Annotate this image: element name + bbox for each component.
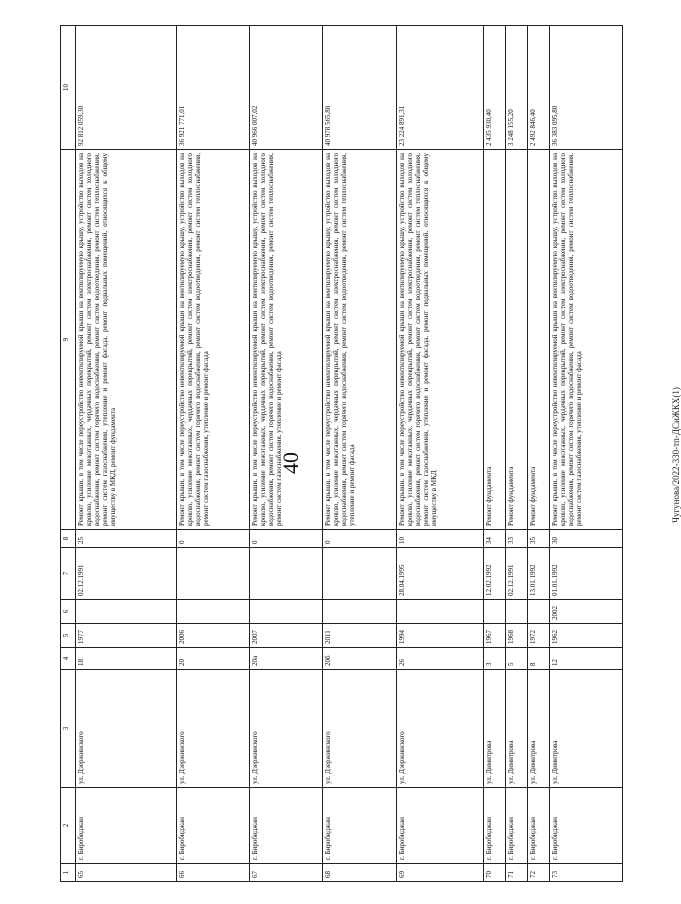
col-header-2: 2 bbox=[61, 788, 76, 864]
works-cell: Ремонт крыши, в том числе переустройство невентилируемой крыши на вентилируемую крышу, устройство выходов на кровлю, усиление межэтажных, чердачных перекрытий, ремонт систем электроснабжения, ремонт систем холодного водоснабжения, ремонт систем горячего водоснабжения, ремонт систем водоотведения, ремонт систем теплоснабжения, ремонт систем газоснабжения, утепление и ремонт фасада bbox=[176, 150, 249, 530]
year-cell: 2011 bbox=[323, 624, 396, 648]
house-cell: 5 bbox=[505, 648, 527, 670]
row-number: 65 bbox=[76, 864, 177, 882]
col-header-1: 1 bbox=[61, 864, 76, 882]
row-number: 72 bbox=[527, 864, 549, 882]
year-cell: 2007 bbox=[249, 624, 322, 648]
date-cell: 02.12.1991 bbox=[76, 548, 177, 600]
street-cell: ул. Димитрова bbox=[549, 670, 622, 788]
city-cell: г. Биробиджан bbox=[484, 788, 506, 864]
house-cell: 20б bbox=[323, 648, 396, 670]
cost-cell: 40 966 007,02 bbox=[249, 26, 322, 150]
year-cell: 1972 bbox=[527, 624, 549, 648]
cost-cell: 92 812 059,30 bbox=[76, 26, 177, 150]
col6-cell bbox=[176, 600, 249, 624]
year-cell: 1977 bbox=[76, 624, 177, 648]
percent-cell: 34 bbox=[484, 530, 506, 548]
table-row bbox=[176, 26, 249, 882]
house-cell: 26 bbox=[396, 648, 484, 670]
col-header-3: 3 bbox=[61, 670, 76, 788]
table-row bbox=[484, 26, 506, 882]
cost-cell: 2 435 930,40 bbox=[484, 26, 506, 150]
city-cell: г. Биробиджан bbox=[549, 788, 622, 864]
row-number: 67 bbox=[249, 864, 322, 882]
house-cell: 12 bbox=[549, 648, 622, 670]
house-cell: 3 bbox=[484, 648, 506, 670]
row-number: 73 bbox=[549, 864, 622, 882]
row-number: 66 bbox=[176, 864, 249, 882]
percent-cell: 33 bbox=[505, 530, 527, 548]
year-cell: 2006 bbox=[176, 624, 249, 648]
col6-cell bbox=[76, 600, 177, 624]
works-cell: Ремонт фундамента bbox=[527, 150, 549, 530]
city-cell: г. Биробиджан bbox=[527, 788, 549, 864]
city-cell: г. Биробиджан bbox=[249, 788, 322, 864]
city-cell: г. Биробиджан bbox=[176, 788, 249, 864]
table-row bbox=[323, 26, 396, 882]
col6-cell bbox=[396, 600, 484, 624]
street-cell: ул. Дзержинского bbox=[176, 670, 249, 788]
col6-cell bbox=[323, 600, 396, 624]
street-cell: ул. Дзержинского bbox=[396, 670, 484, 788]
cost-cell: 23 224 891,31 bbox=[396, 26, 484, 150]
percent-cell: 35 bbox=[527, 530, 549, 548]
works-cell: Ремонт крыши, в том числе переустройство невентилируемой крыши на вентилируемую крышу, устройство выходов на кровлю, усиление межэтажных, чердачных перекрытий, ремонт систем электроснабжения, ремонт систем холодного водоснабжения, ремонт систем горячего водоснабжения, ремонт систем водоотведения, ремонт систем теплоснабжения, ремонт систем газоснабжения, утепление и ремонт фасада bbox=[249, 150, 322, 530]
year-cell: 1967 bbox=[484, 624, 506, 648]
house-cell: 8 bbox=[527, 648, 549, 670]
row-number: 69 bbox=[396, 864, 484, 882]
street-cell: ул. Дзержинского bbox=[249, 670, 322, 788]
col-header-9: 9 bbox=[61, 150, 76, 530]
page-number: 40 bbox=[278, 452, 303, 474]
col6-cell bbox=[484, 600, 506, 624]
house-cell: 20а bbox=[249, 648, 322, 670]
col6-cell bbox=[249, 600, 322, 624]
table-row bbox=[249, 26, 322, 882]
col-header-7: 7 bbox=[61, 548, 76, 600]
row-number: 70 bbox=[484, 864, 506, 882]
city-cell: г. Биробиджан bbox=[396, 788, 484, 864]
date-cell bbox=[176, 548, 249, 600]
percent-cell: 30 bbox=[549, 530, 622, 548]
col-header-8: 8 bbox=[61, 530, 76, 548]
header-row bbox=[61, 26, 76, 882]
works-cell: Ремонт крыши, в том числе переустройство невентилируемой крыши на вентилируемую крышу, устройство выходов на кровлю, усиление межэтажных, чердачных перекрытий, ремонт систем электроснабжения, ремонт систем холодного водоснабжения, ремонт систем горячего водоснабжения, ремонт систем водоотведения, ремонт систем теплоснабжения, утепление и ремонт фасада bbox=[323, 150, 396, 530]
col-header-10: 10 bbox=[61, 26, 76, 150]
city-cell: г. Биробиджан bbox=[505, 788, 527, 864]
works-cell: Ремонт крыши, в том числе переустройство невентилируемой крыши на вентилируемую крышу, устройство выходов на кровлю, усиление межэтажных, чердачных перекрытий, ремонт систем электроснабжения, ремонт систем холодного водоснабжения, ремонт систем горячего водоснабжения, ремонт систем водоотведения, ремонт систем теплоснабжения, ремонт систем газоснабжения, утепление и ремонт фасада, ремонт подвальных помещений, относящихся к общему имуществу в МКД bbox=[396, 150, 484, 530]
percent-cell: 10 bbox=[396, 530, 484, 548]
table-row bbox=[549, 26, 622, 882]
col6-cell: 2002 bbox=[549, 600, 622, 624]
works-cell: Ремонт крыши, в том числе переустройство невентилируемой крыши на вентилируемую крышу, устройство выходов на кровлю, усиление межэтажных, чердачных перекрытий, ремонт систем электроснабжения, ремонт систем холодного водоснабжения, ремонт систем горячего водоснабжения, ремонт систем водоотведения, ремонт систем теплоснабжения, ремонт систем газоснабжения, утепление и ремонт фасада, ремонт подвальных помещений, относящихся к общему имуществу в МКД, ремонт фундамента bbox=[76, 150, 177, 530]
date-cell: 12.02.1992 bbox=[484, 548, 506, 600]
date-cell: 01.01.1992 bbox=[549, 548, 622, 600]
percent-cell: 0 bbox=[176, 530, 249, 548]
works-cell: Ремонт фундамента bbox=[484, 150, 506, 530]
date-cell bbox=[249, 548, 322, 600]
row-number: 68 bbox=[323, 864, 396, 882]
cost-cell: 2 492 846,40 bbox=[527, 26, 549, 150]
year-cell: 1994 bbox=[396, 624, 484, 648]
col6-cell bbox=[527, 600, 549, 624]
document-footer: Чугунова/2022-330-тп-ДСиЖКХ(1) bbox=[670, 387, 681, 523]
rotated-table-container bbox=[60, 26, 623, 882]
works-cell: Ремонт крыши, в том числе переустройство невентилируемой крыши на вентилируемую крышу, устройство выходов на кровлю, усиление межэтажных, чердачных перекрытий, ремонт систем электроснабжения, ремонт систем холодного водоснабжения, ремонт систем горячего водоснабжения, ремонт систем водоотведения, ремонт систем теплоснабжения, ремонт систем газоснабжения, утепление и ремонт фасада bbox=[549, 150, 622, 530]
cost-cell: 40 978 565,80 bbox=[323, 26, 396, 150]
col6-cell bbox=[505, 600, 527, 624]
year-cell: 1968 bbox=[505, 624, 527, 648]
date-cell: 28.04.1995 bbox=[396, 548, 484, 600]
cost-cell: 3 248 155,20 bbox=[505, 26, 527, 150]
date-cell bbox=[323, 548, 396, 600]
percent-cell: 25 bbox=[76, 530, 177, 548]
repair-program-table bbox=[60, 25, 623, 882]
percent-cell: 0 bbox=[249, 530, 322, 548]
table-row bbox=[76, 26, 177, 882]
col-header-5: 5 bbox=[61, 624, 76, 648]
city-cell: г. Биробиджан bbox=[323, 788, 396, 864]
street-cell: ул. Дзержинского bbox=[323, 670, 396, 788]
col-header-6: 6 bbox=[61, 600, 76, 624]
street-cell: ул. Дзержинского bbox=[76, 670, 177, 788]
house-cell: 18 bbox=[76, 648, 177, 670]
col-header-4: 4 bbox=[61, 648, 76, 670]
city-cell: г. Биробиджан bbox=[76, 788, 177, 864]
street-cell: ул. Димитрова bbox=[527, 670, 549, 788]
cost-cell: 36 383 095,80 bbox=[549, 26, 622, 150]
street-cell: ул. Димитрова bbox=[505, 670, 527, 788]
date-cell: 02.12.1991 bbox=[505, 548, 527, 600]
table-row bbox=[396, 26, 484, 882]
works-cell: Ремонт фундамента bbox=[505, 150, 527, 530]
table-row bbox=[527, 26, 549, 882]
row-number: 71 bbox=[505, 864, 527, 882]
house-cell: 20 bbox=[176, 648, 249, 670]
percent-cell: 0 bbox=[323, 530, 396, 548]
date-cell: 13.01.1992 bbox=[527, 548, 549, 600]
cost-cell: 36 921 771,01 bbox=[176, 26, 249, 150]
year-cell: 1962 bbox=[549, 624, 622, 648]
table-row bbox=[505, 26, 527, 882]
street-cell: ул. Димитрова bbox=[484, 670, 506, 788]
